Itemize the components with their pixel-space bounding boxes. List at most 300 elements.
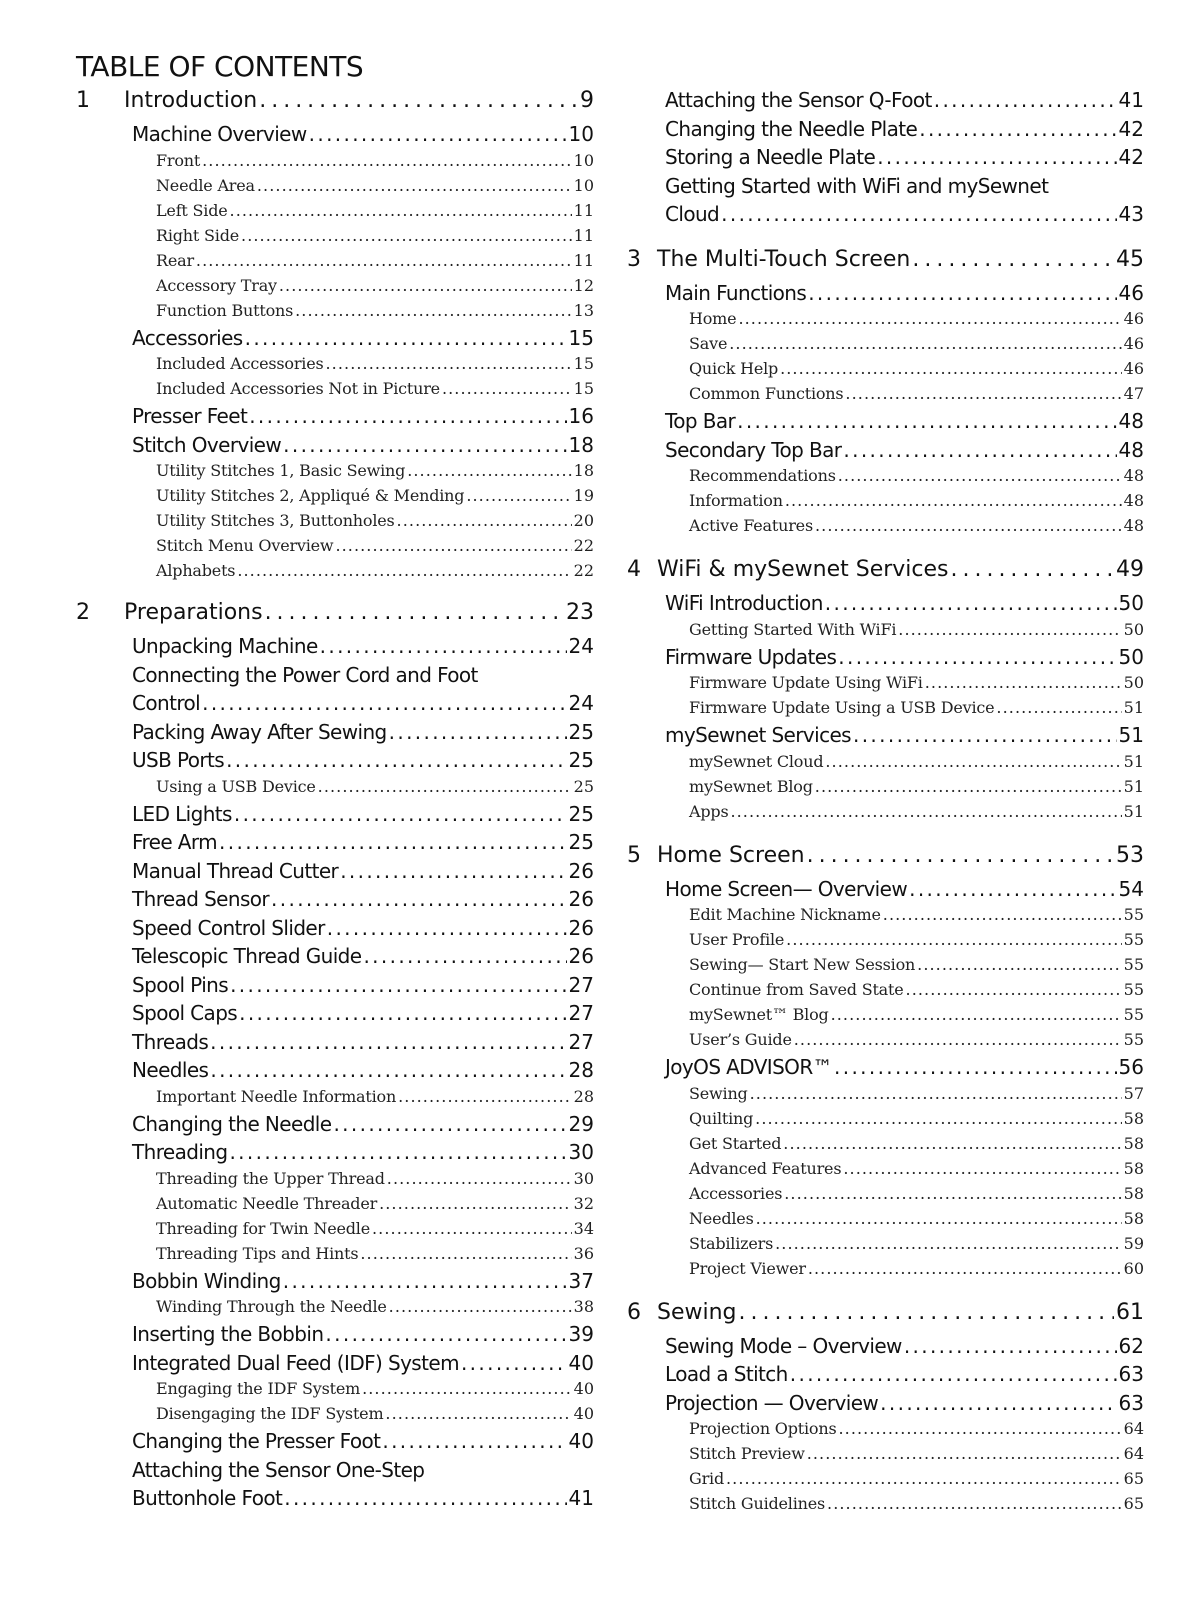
section-entry[interactable] [627,409,1144,438]
page-number: 26 [568,887,594,911]
subsection-entry[interactable] [76,1087,594,1112]
dot-leader [775,1234,1122,1253]
dot-leader [196,251,572,270]
section-entry[interactable] [76,1058,594,1087]
dot-leader [283,433,566,457]
section-entry[interactable] [76,720,594,749]
page-number: 19 [573,486,594,505]
subsection-entry[interactable] [627,516,1144,541]
subsection-entry[interactable] [627,698,1144,723]
subsection-entry[interactable] [76,354,594,379]
subsection-entry[interactable] [627,777,1144,802]
subsection-entry[interactable] [627,1134,1144,1159]
section-entry[interactable] [76,122,594,151]
dot-leader [721,202,1116,226]
dot-leader [234,802,567,826]
entry-label: Utility Stitches 3, Buttonholes [156,511,395,530]
subsection-entry[interactable] [76,1194,594,1219]
entry-label: Home [689,309,737,328]
dot-leader [279,276,572,295]
subsection-entry[interactable] [627,1469,1144,1494]
page-number: 57 [1123,1083,1144,1103]
page-number: 58 [1123,1108,1144,1128]
entry-label: LED Lights [132,801,232,826]
page-number: 48 [1123,466,1144,485]
section-entry[interactable] [627,438,1144,467]
page-number: 49 [1116,557,1144,582]
entry-label: Get Started [689,1133,782,1153]
entry-label: Getting Started With WiFi [689,619,897,639]
page-number: 40 [568,1350,594,1375]
section-entry[interactable] [76,944,594,973]
section-entry[interactable] [76,1429,594,1458]
dot-leader [257,176,572,195]
page-number: 48 [1118,437,1144,462]
section-entry[interactable] [627,88,1144,117]
section-entry[interactable] [76,830,594,859]
page-number: 47 [1123,384,1144,403]
page-number: 55 [1123,955,1144,974]
dot-leader [397,511,572,530]
page-number: 48 [1118,409,1144,433]
page-number: 28 [573,1086,594,1106]
entry-label: WiFi Introduction [665,591,823,615]
subsection-entry[interactable] [627,1184,1144,1209]
chapter-entry[interactable] [627,557,1144,591]
page-number: 11 [573,225,594,245]
dot-leader [229,1140,566,1164]
page-number: 24 [568,634,594,658]
entry-label: Secondary Top Bar [665,437,842,462]
section-entry[interactable] [627,281,1144,310]
chapter-entry[interactable] [76,600,594,634]
dot-leader [360,1244,571,1263]
page-number: 28 [568,1058,594,1082]
entry-label: Machine Overview [132,122,307,146]
dot-leader [226,748,566,772]
subsection-entry[interactable] [627,491,1144,516]
chapter-number: 4 [627,557,641,582]
entry-label: Changing the Needle [132,1111,332,1136]
dot-leader [808,281,1116,305]
section-entry[interactable] [627,877,1144,906]
page-number: 23 [566,600,594,625]
subsection-entry[interactable] [76,379,594,404]
dot-leader [265,600,564,625]
entry-label: Home Screen [657,842,805,868]
entry-label: Utility Stitches 2, Appliqué & Mending [156,486,465,505]
dot-leader [853,723,1117,747]
section-entry[interactable] [76,1322,594,1351]
entry-label: Home Screen— Overview [665,876,908,901]
subsection-entry[interactable] [76,1297,594,1322]
subsection-entry[interactable] [627,1234,1144,1259]
entry-label: Quick Help [689,359,779,378]
page-title: TABLE OF CONTENTS [76,50,364,83]
page-number: 40 [568,1429,594,1453]
dot-leader [815,516,1122,535]
entry-label: Preparations [124,600,263,625]
entry-label: Engaging the IDF System [156,1379,361,1398]
dot-leader [382,1429,566,1453]
page-number: 9 [580,88,594,113]
page-number: 51 [1118,723,1144,747]
entry-label: Needles [132,1058,209,1082]
subsection-entry[interactable] [627,1419,1144,1444]
section-entry[interactable] [627,202,1144,231]
dot-leader [834,1055,1117,1079]
section-entry[interactable] [627,145,1144,174]
page-number: 46 [1118,280,1144,305]
page-number: 10 [573,150,594,170]
page-number: 41 [568,1486,594,1510]
page-number: 22 [573,536,594,555]
page-number: 48 [1123,491,1144,510]
entry-label: Rear [156,250,194,270]
page-number: 36 [573,1243,594,1263]
page-number: 51 [1123,801,1144,821]
entry-label: Common Functions [689,384,844,403]
dot-leader [838,645,1116,669]
subsection-entry[interactable] [76,777,594,802]
dot-leader [363,944,566,968]
page-number: 18 [568,432,594,457]
dot-leader [210,1030,566,1054]
chapter-entry[interactable] [627,843,1144,877]
section-entry[interactable] [76,1486,594,1515]
dot-leader [843,438,1116,462]
toc-left-column [76,88,594,1515]
page-number: 50 [1118,644,1144,669]
entry-label: Cloud [665,202,720,226]
entry-label: Needles [689,1208,754,1228]
entry-label: WiFi & mySewnet Services [657,557,949,582]
page-number: 41 [1118,88,1144,112]
subsection-entry[interactable] [627,620,1144,645]
dot-leader [389,720,567,744]
subsection-entry[interactable] [627,309,1144,334]
subsection-entry[interactable] [627,1494,1144,1519]
entry-label: Threads [132,1029,209,1054]
dot-leader [827,1494,1122,1513]
page-number: 51 [1123,776,1144,796]
section-entry[interactable] [76,1030,594,1059]
chapter-number: 3 [627,246,641,272]
entry-label: Included Accessories Not in Picture [156,379,440,398]
entry-label: Save [689,334,728,353]
subsection-entry[interactable] [627,1159,1144,1184]
entry-label: Function Buttons [156,300,294,320]
entry-label: Stitch Overview [132,432,282,457]
dot-leader [219,830,567,854]
entry-label: Firmware Update Using WiFi [689,673,923,692]
dot-leader [786,930,1121,949]
entry-label: Threading the Upper Thread [156,1168,385,1188]
entry-label: Inserting the Bobbin [132,1322,324,1346]
dot-leader [909,877,1116,901]
subsection-entry[interactable] [76,1379,594,1404]
page-number: 55 [1123,1030,1144,1049]
section-entry[interactable] [76,1351,594,1380]
section-entry[interactable] [627,117,1144,146]
page-number: 59 [1123,1233,1144,1253]
page-number: 37 [568,1268,594,1293]
section-entry[interactable] [627,1362,1144,1391]
page-number: 15 [568,325,594,350]
entry-label: Thread Sensor [132,887,270,911]
entry-label: Speed Control Slider [132,915,325,940]
page-number: 20 [573,511,594,530]
section-entry[interactable] [76,916,594,945]
subsection-entry[interactable] [627,905,1144,930]
chapter-number: 6 [627,1299,641,1325]
toc-entry-label-line: Getting Started with WiFi and mySewnet [665,173,1049,198]
page-number: 51 [1123,751,1144,771]
page-number: 55 [1123,905,1144,924]
subsection-entry[interactable] [76,1244,594,1269]
page-number: 46 [1123,334,1144,353]
section-entry[interactable] [76,887,594,916]
entry-label: Introduction [124,88,258,113]
subsection-entry[interactable] [76,226,594,251]
subsection-entry[interactable] [76,251,594,276]
section-entry[interactable] [627,591,1144,620]
page-number: 30 [573,1168,594,1188]
subsection-entry[interactable] [76,151,594,176]
section-entry[interactable] [76,326,594,355]
subsection-entry[interactable] [627,980,1144,1005]
entry-label: Manual Thread Cutter [132,858,339,883]
dot-leader [318,777,572,796]
section-entry[interactable] [76,691,594,720]
page-number: 13 [573,300,594,320]
subsection-entry[interactable] [76,511,594,536]
page-number: 48 [1123,516,1144,535]
entry-label: Project Viewer [689,1258,806,1278]
subsection-entry[interactable] [627,1005,1144,1030]
subsection-entry[interactable] [76,486,594,511]
subsection-entry[interactable] [627,673,1144,698]
dot-leader [271,887,567,911]
entry-label: Projection Options [689,1419,837,1438]
section-entry[interactable] [627,1334,1144,1363]
dot-leader [295,301,572,320]
subsection-entry[interactable] [627,384,1144,409]
chapter-number: 5 [627,842,641,868]
entry-label: Sewing [657,1299,737,1325]
dot-leader [335,536,571,555]
subsection-entry[interactable] [76,561,594,586]
page-number: 16 [568,404,594,428]
entry-label: Automatic Needle Threader [156,1193,378,1213]
section-entry[interactable] [627,1391,1144,1420]
page-number: 60 [1123,1258,1144,1278]
entry-label: Top Bar [665,409,736,433]
entry-label: Quilting [689,1108,754,1128]
dot-leader [790,1362,1117,1386]
page-number: 65 [1123,1494,1144,1513]
page-number: 29 [568,1111,594,1136]
dot-leader [784,1184,1121,1203]
dot-leader [245,326,567,350]
subsection-entry[interactable] [76,461,594,486]
section-entry[interactable] [76,1140,594,1169]
section-entry[interactable] [76,1112,594,1141]
chapter-entry[interactable] [627,247,1144,281]
page-number: 42 [1118,145,1144,169]
dot-leader [466,486,571,505]
entry-label: Advanced Features [689,1158,842,1178]
page-number: 40 [573,1379,594,1398]
page-number: 55 [1123,930,1144,949]
subsection-entry[interactable] [76,1219,594,1244]
page-number: 40 [573,1404,594,1423]
section-entry[interactable] [627,1055,1144,1084]
entry-label: Free Arm [132,830,218,854]
entry-label: Active Features [689,516,813,535]
subsection-entry[interactable] [76,276,594,301]
toc-right-column [627,88,1144,1519]
dot-leader [284,1486,566,1510]
dot-leader [919,117,1116,141]
section-entry[interactable] [76,1001,594,1030]
entry-label: Firmware Update Using a USB Device [689,698,995,717]
dot-leader [237,561,571,580]
dot-leader [326,354,572,373]
page-number: 15 [573,354,594,373]
page-number: 15 [573,379,594,398]
entry-label: Threading Tips and Hints [156,1243,359,1263]
subsection-entry[interactable] [627,1109,1144,1134]
section-entry[interactable] [76,859,594,888]
subsection-entry[interactable] [627,930,1144,955]
subsection-entry[interactable] [76,536,594,561]
dot-leader [461,1351,567,1375]
entry-label: Front [156,150,201,170]
dot-leader [877,145,1116,169]
entry-label: Accessory Tray [156,275,277,295]
page-number: 43 [1118,202,1144,226]
entry-label: Load a Stitch [665,1362,788,1386]
page-number: 25 [568,830,594,854]
page-number: 63 [1118,1362,1144,1386]
subsection-entry[interactable] [627,1084,1144,1109]
entry-label: Storing a Needle Plate [665,145,876,169]
entry-label: Utility Stitches 1, Basic Sewing [156,461,406,480]
page-number: 25 [568,719,594,744]
entry-label: Stabilizers [689,1233,774,1253]
page-number: 38 [573,1297,594,1316]
dot-leader [996,698,1121,717]
dot-leader [825,752,1121,771]
entry-label: Winding Through the Needle [156,1297,387,1316]
page-number: 58 [1123,1183,1144,1203]
dot-leader [259,88,578,113]
subsection-entry[interactable] [627,466,1144,491]
entry-label: Left Side [156,200,228,220]
page-number: 58 [1123,1133,1144,1153]
section-entry[interactable] [76,748,594,777]
section-entry[interactable] [76,973,594,1002]
toc-entry-label-line: Connecting the Power Cord and Foot [132,662,478,687]
page-number: 32 [573,1193,594,1213]
dot-leader [807,1444,1122,1463]
entry-label: The Multi-Touch Screen [657,246,911,272]
section-entry[interactable] [76,634,594,663]
dot-leader [783,1134,1121,1153]
section-entry[interactable] [627,645,1144,674]
dot-leader [794,1030,1122,1049]
page-number: 63 [1118,1390,1144,1415]
subsection-entry[interactable] [627,334,1144,359]
section-entry[interactable] [76,802,594,831]
entry-label: Continue from Saved State [689,980,904,999]
subsection-entry[interactable] [76,176,594,201]
entry-label: mySewnet Services [665,723,851,747]
dot-leader [230,201,572,220]
subsection-entry[interactable] [627,1444,1144,1469]
subsection-entry[interactable] [627,802,1144,827]
section-entry[interactable] [76,1269,594,1298]
subsection-entry[interactable] [627,359,1144,384]
dot-leader [883,905,1122,924]
subsection-entry[interactable] [627,1030,1144,1055]
subsection-entry[interactable] [627,1259,1144,1284]
chapter-entry[interactable] [627,1300,1144,1334]
page-number: 24 [568,691,594,715]
page-number: 46 [1123,309,1144,328]
page-number: 39 [568,1322,594,1346]
subsection-entry[interactable] [627,955,1144,980]
entry-label: Stitch Guidelines [689,1494,826,1513]
section-entry[interactable] [627,723,1144,752]
section-entry[interactable] [76,404,594,433]
dot-leader [729,334,1121,353]
entry-label: Included Accessories [156,354,324,373]
section-entry[interactable] [76,433,594,462]
subsection-entry[interactable] [76,1404,594,1429]
subsection-entry[interactable] [627,1209,1144,1234]
page-number: 53 [1116,842,1144,868]
subsection-entry[interactable] [76,1169,594,1194]
page-number: 30 [568,1140,594,1164]
page-number: 26 [568,915,594,940]
page-number: 10 [573,175,594,195]
page-number: 50 [1118,591,1144,615]
dot-leader [780,359,1122,378]
subsection-entry[interactable] [76,301,594,326]
dot-leader [202,151,572,170]
subsection-entry[interactable] [627,752,1144,777]
dot-leader [904,1334,1117,1358]
entry-label: Control [132,691,201,715]
dot-leader [739,1300,1114,1325]
page-number: 54 [1118,876,1144,901]
dot-leader [202,691,566,715]
subsection-entry[interactable] [76,201,594,226]
entry-label: Unpacking Machine [132,634,318,658]
page-number: 25 [568,748,594,772]
entry-label: Changing the Presser Foot [132,1429,381,1453]
dot-leader [398,1087,572,1106]
page-number: 56 [1118,1055,1144,1079]
dot-leader [241,226,572,245]
entry-label: Firmware Updates [665,644,837,669]
chapter-entry[interactable] [76,88,594,122]
entry-label: Changing the Needle Plate [665,116,918,141]
dot-leader [738,309,1121,328]
dot-leader [389,1297,572,1316]
